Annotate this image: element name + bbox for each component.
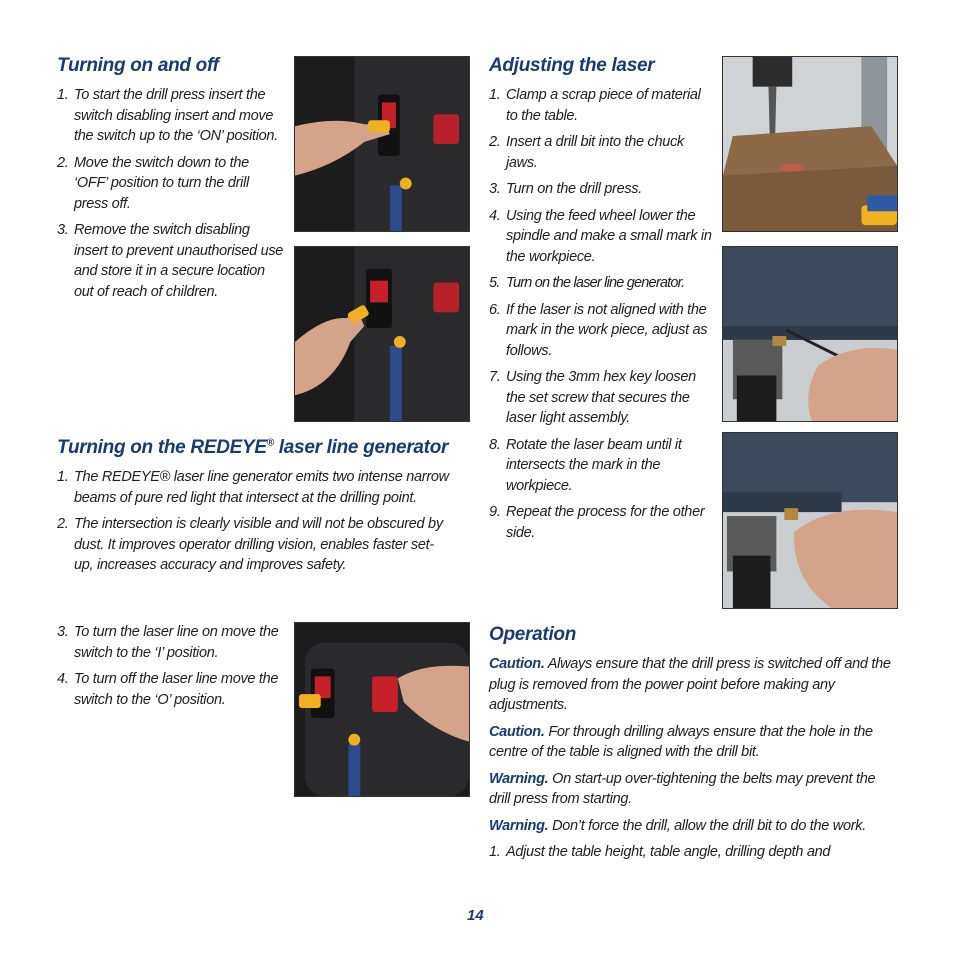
- section-operation: [489, 624, 899, 869]
- redeye-steps-a: [57, 467, 452, 576]
- list-item: 2. Insert a drill bit into the chuck jaws.: [489, 134, 684, 171]
- photo-laser-switch: [294, 622, 470, 797]
- adjusting-laser-steps: [489, 85, 714, 543]
- list-item: 2. The intersection is clearly visible and will not be obscured by dust. It improves operator drilling vision, enables faster set-up, increases accuracy and improves safety.: [57, 516, 443, 573]
- photo-drill-bit-workpiece: [722, 56, 898, 232]
- list-item: 3. Remove the switch disabling insert to prevent unauthorised use and store it in a secure location out of reach of children.: [57, 222, 284, 300]
- page-number: 14: [467, 907, 484, 924]
- list-item: 1. To start the drill press insert the switch disabling insert and move the switch up to the ‘ON’ position.: [57, 87, 278, 144]
- section-redeye: [57, 437, 452, 582]
- list-item: 9. Repeat the process for the other side.: [489, 504, 705, 541]
- list-item: 1. Adjust the table height, table angle, drilling depth and: [489, 844, 831, 860]
- section-adjusting-laser: [489, 55, 714, 549]
- list-item: 4. Using the feed wheel lower the spindle and make a small mark in the workpiece.: [489, 207, 712, 265]
- caution-note: Caution. Always ensure that the drill press is switched off and the plug is removed from the power point before making any adjustments.: [489, 656, 891, 713]
- photo-remove-insert: [294, 246, 470, 422]
- warning-note: Warning. Don’t force the drill, allow the drill bit to do the work.: [489, 817, 866, 834]
- warning-note: Warning. On start-up over-tightening the belts may prevent the drill press from starting.: [489, 770, 876, 807]
- list-item: 4. To turn off the laser line move the switch to the ‘O’ position.: [57, 671, 279, 708]
- list-item: 5. Turn on the laser line generator.: [489, 275, 685, 291]
- list-item: 7. Using the 3mm hex key loosen the set screw that secures the laser light assembly.: [489, 369, 696, 426]
- heading-adjusting-laser: Adjusting the laser: [489, 55, 655, 76]
- operation-notes: [489, 654, 899, 836]
- list-item: 6. If the laser is not aligned with the mark in the work piece, adjust as follows.: [489, 301, 708, 359]
- photo-rotate-laser: [722, 432, 898, 609]
- list-item: 3. To turn the laser line on move the switch to the ‘I’ position.: [57, 624, 279, 661]
- list-item: 3. Turn on the drill press.: [489, 181, 642, 197]
- operation-steps: [489, 842, 899, 863]
- list-item: 2. Move the switch down to the ‘OFF’ position to turn the drill press off.: [57, 154, 249, 212]
- list-item: 1. The REDEYE® laser line generator emits two intense narrow beams of pure red light that intersect at the drilling point.: [57, 469, 449, 506]
- photo-switch-on: [294, 56, 470, 232]
- caution-note: Caution. For through drilling always ensure that the hole in the centre of the table is aligned with the drill bit.: [489, 723, 873, 760]
- list-item: 8. Rotate the laser beam until it intersects the mark in the workpiece.: [489, 436, 682, 494]
- turning-on-off-steps: [57, 85, 285, 302]
- section-turning-on-off: [57, 55, 285, 308]
- photo-hex-key: [722, 246, 898, 422]
- list-item: 1. Clamp a scrap piece of material to the table.: [489, 87, 701, 124]
- heading-turning-on-off: Turning on and off: [57, 55, 219, 76]
- redeye-steps-b: [57, 622, 285, 710]
- heading-redeye: Turning on the REDEYE® laser line generator: [57, 437, 449, 458]
- heading-operation: Operation: [489, 624, 577, 645]
- section-redeye-steps-b: [57, 622, 285, 716]
